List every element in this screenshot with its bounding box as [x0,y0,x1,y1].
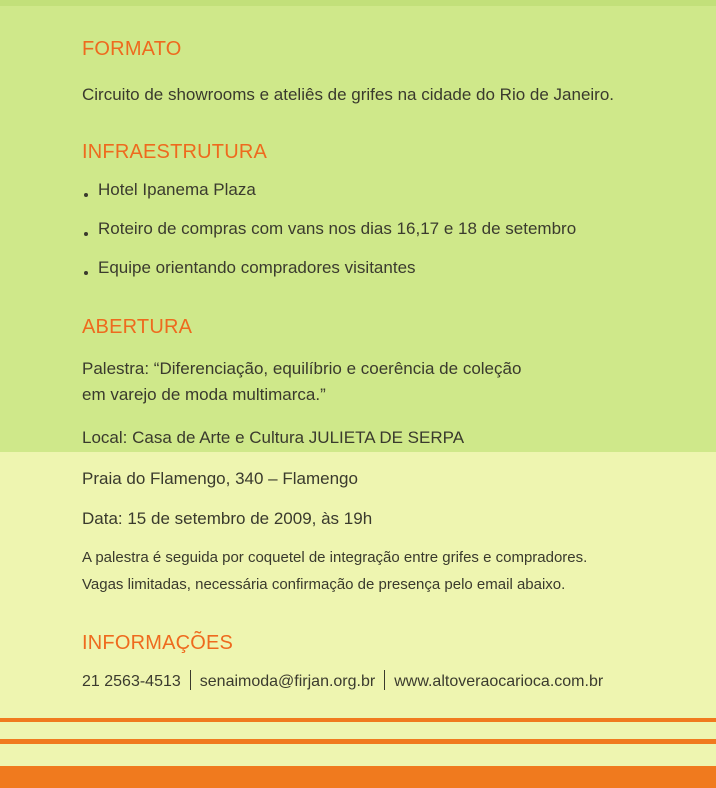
formato-heading: FORMATO [82,38,182,60]
divider [384,670,385,690]
infraestrutura-heading: INFRAESTRUTURA [82,141,268,163]
website-link[interactable]: www.altoveraocarioca.com.br [394,673,604,690]
orange-stripe-2 [0,739,716,744]
infraestrutura-list [82,180,576,297]
endereco-text: Praia do Flamengo, 340 – Flamengo [82,469,358,488]
abertura-heading: ABERTURA [82,316,193,338]
bullet-icon [84,193,88,197]
palestra-line-2: em varejo de moda multimarca.” [82,385,326,404]
bullet-icon [84,271,88,275]
palestra-line-1: Palestra: “Diferenciação, equilíbrio e coerência de coleção [82,359,522,378]
divider [190,670,191,690]
contact-line [82,670,603,691]
informacoes-heading: INFORMAÇÕES [82,632,234,654]
nota-line-2: Vagas limitadas, necessária confirmação de presença pelo email abaixo. [82,576,566,593]
bullet-icon [84,232,88,236]
orange-footer-band [0,766,716,788]
list-item: Roteiro de compras com vans nos dias 16,17 e 18 de setembro [82,219,576,258]
data-text: Data: 15 de setembro de 2009, às 19h [82,509,373,528]
email-link[interactable]: senaimoda@firjan.org.br [199,673,376,690]
list-item: Equipe orientando compradores visitantes [82,258,576,297]
local-text: Local: Casa de Arte e Cultura JULIETA DE SERPA [82,428,465,447]
formato-text: Circuito de showrooms e ateliês de grifes na cidade do Rio de Janeiro. [82,85,615,104]
list-item: Hotel Ipanema Plaza [82,180,576,219]
orange-stripe-1 [0,718,716,722]
phone-number: 21 2563-4513 [82,673,181,690]
nota-line-1: A palestra é seguida por coquetel de integração entre grifes e compradores. [82,549,588,566]
